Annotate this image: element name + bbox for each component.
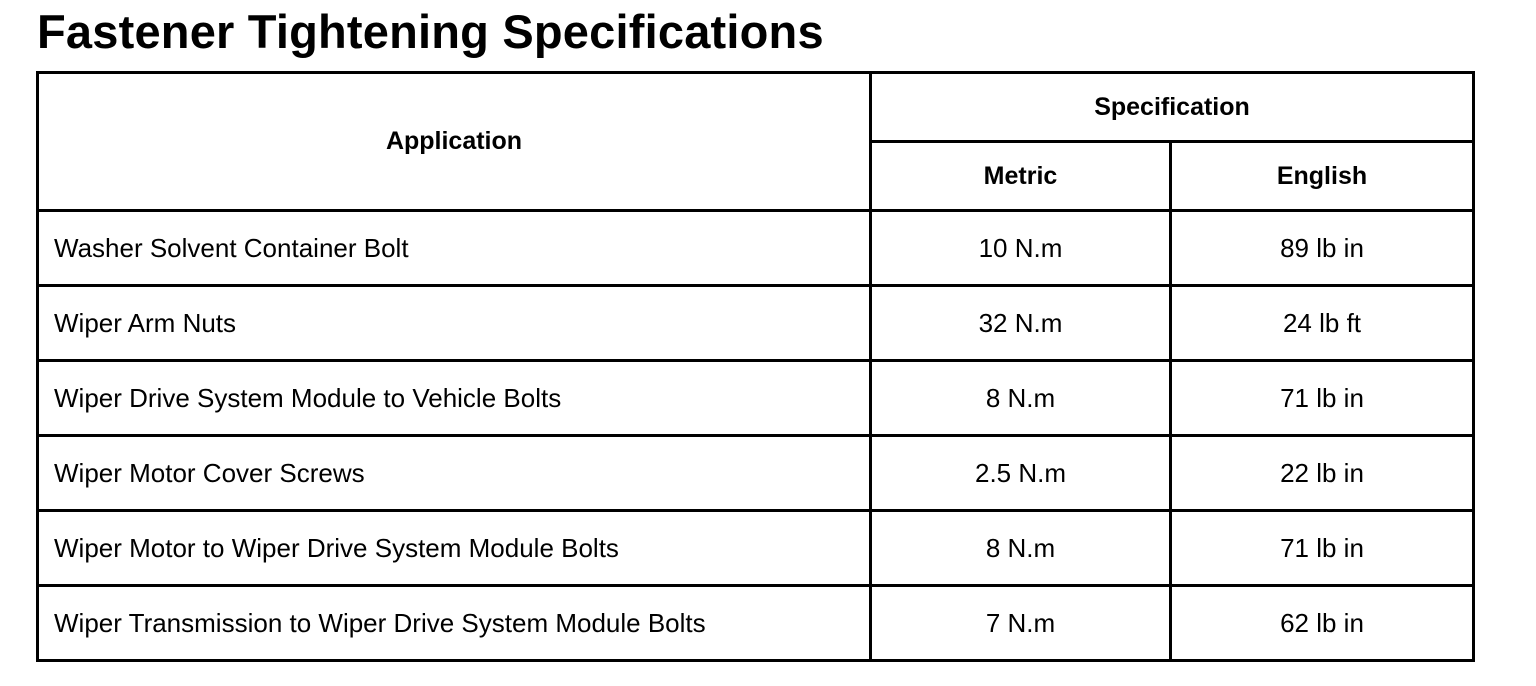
table-row <box>38 511 1474 586</box>
column-header-application: Application <box>38 73 871 211</box>
english-value-cell: 24 lb ft <box>1171 286 1474 361</box>
english-value-cell: 22 lb in <box>1171 436 1474 511</box>
application-cell: Wiper Arm Nuts <box>38 286 871 361</box>
metric-value-cell: 32 N.m <box>871 286 1171 361</box>
application-cell: Wiper Transmission to Wiper Drive System Module Bolts <box>38 586 871 661</box>
application-cell: Wiper Drive System Module to Vehicle Bolts <box>38 361 871 436</box>
table-header-row <box>38 73 1474 142</box>
table-row <box>38 361 1474 436</box>
column-header-english: English <box>1171 142 1474 211</box>
column-header-metric: Metric <box>871 142 1171 211</box>
metric-value-cell: 7 N.m <box>871 586 1171 661</box>
application-cell: Wiper Motor to Wiper Drive System Module Bolts <box>38 511 871 586</box>
column-group-header-specification: Specification <box>871 73 1474 142</box>
page-title: Fastener Tightening Specifications <box>37 5 824 58</box>
metric-value-cell: 8 N.m <box>871 511 1171 586</box>
application-cell: Washer Solvent Container Bolt <box>38 211 871 286</box>
metric-value-cell: 8 N.m <box>871 361 1171 436</box>
metric-value-cell: 10 N.m <box>871 211 1171 286</box>
table-row <box>38 436 1474 511</box>
table-row <box>38 211 1474 286</box>
english-value-cell: 71 lb in <box>1171 361 1474 436</box>
table-row <box>38 586 1474 661</box>
english-value-cell: 62 lb in <box>1171 586 1474 661</box>
table-row <box>38 286 1474 361</box>
english-value-cell: 89 lb in <box>1171 211 1474 286</box>
application-cell: Wiper Motor Cover Screws <box>38 436 871 511</box>
english-value-cell: 71 lb in <box>1171 511 1474 586</box>
fastener-spec-table <box>36 71 1475 662</box>
metric-value-cell: 2.5 N.m <box>871 436 1171 511</box>
